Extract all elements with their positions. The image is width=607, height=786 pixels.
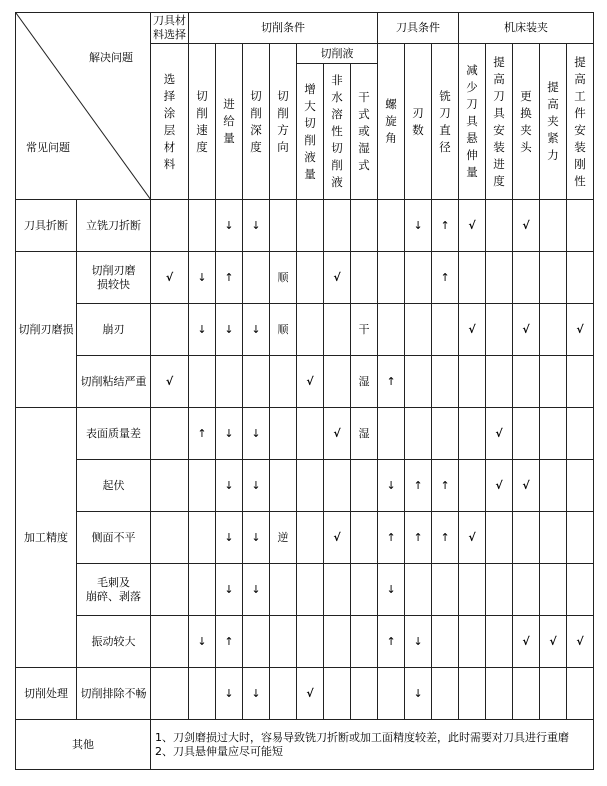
cell-c15: [540, 408, 567, 460]
col-clamping-force: 提高夹紧力: [540, 44, 567, 200]
cell-c3: ↓: [216, 668, 243, 720]
cell-c16: √: [567, 304, 594, 356]
cell-c6: [297, 616, 324, 668]
cell-c9: [378, 252, 405, 304]
cell-c3: ↑: [216, 616, 243, 668]
problem-label: 起伏: [77, 460, 151, 512]
category-other: 其他: [16, 720, 151, 770]
corner-diagonal-line: [16, 13, 151, 200]
cell-c7: [324, 356, 351, 408]
cell-c16: [567, 460, 594, 512]
group-tool-conditions: 刀具条件: [378, 13, 459, 44]
cell-c13: [486, 252, 513, 304]
cell-c14: [513, 356, 540, 408]
cell-c5: [270, 616, 297, 668]
cell-c8: [351, 252, 378, 304]
cell-c1: √: [151, 356, 189, 408]
table-row: [16, 252, 594, 304]
cell-c4: ↓: [243, 668, 270, 720]
cell-c4: ↓: [243, 408, 270, 460]
cell-c5: [270, 200, 297, 252]
cell-c4: ↓: [243, 512, 270, 564]
problem-label: 崩刃: [77, 304, 151, 356]
table-row: [16, 668, 594, 720]
cell-c5: 顺: [270, 304, 297, 356]
cell-c12: [459, 356, 486, 408]
cell-c14: [513, 252, 540, 304]
cell-c7: [324, 668, 351, 720]
group-tool-material: 刀具材料选择: [151, 13, 189, 44]
cell-c10: ↓: [405, 668, 432, 720]
cell-c1: [151, 304, 189, 356]
troubleshooting-table: [15, 12, 594, 770]
cell-c16: [567, 668, 594, 720]
col-feed-rate: 进给量: [216, 44, 243, 200]
cell-c11: [432, 564, 459, 616]
table-row: [16, 408, 594, 460]
cell-c7: [324, 304, 351, 356]
corner-label-problem: 常见问题: [26, 141, 70, 154]
col-tool-install-accuracy: 提高刀具安装进度: [486, 44, 513, 200]
cell-c4: ↓: [243, 304, 270, 356]
cell-c12: [459, 616, 486, 668]
col-cutting-speed: 切削速度: [189, 44, 216, 200]
cell-c11: ↑: [432, 460, 459, 512]
cell-c4: ↓: [243, 200, 270, 252]
cell-c8: [351, 200, 378, 252]
cell-c3: ↓: [216, 512, 243, 564]
table-row: [16, 304, 594, 356]
cell-c10: ↑: [405, 512, 432, 564]
cell-c2: [189, 668, 216, 720]
problem-label: 切削排除不畅: [77, 668, 151, 720]
cell-c1: [151, 200, 189, 252]
cell-c6: [297, 252, 324, 304]
cell-c11: ↑: [432, 200, 459, 252]
col-cutter-diameter: 铣刀直径: [432, 44, 459, 200]
table-row: [16, 356, 594, 408]
cell-c16: √: [567, 616, 594, 668]
cell-c11: [432, 668, 459, 720]
cell-c15: [540, 564, 567, 616]
cell-c5: [270, 564, 297, 616]
cell-c12: √: [459, 200, 486, 252]
cell-c14: [513, 668, 540, 720]
problem-label: 侧面不平: [77, 512, 151, 564]
cell-c6: [297, 512, 324, 564]
col-coating-material: 选择涂层材料: [151, 44, 189, 200]
cell-c2: ↓: [189, 252, 216, 304]
cell-c9: ↑: [378, 356, 405, 408]
cell-c10: [405, 408, 432, 460]
cell-c6: √: [297, 356, 324, 408]
cell-c4: ↓: [243, 460, 270, 512]
cell-c3: ↓: [216, 304, 243, 356]
cell-c14: √: [513, 304, 540, 356]
cell-c7: [324, 564, 351, 616]
cell-c11: ↑: [432, 252, 459, 304]
cell-c15: [540, 668, 567, 720]
cell-c6: [297, 564, 324, 616]
cell-c15: [540, 304, 567, 356]
cell-c5: [270, 668, 297, 720]
cell-c15: [540, 356, 567, 408]
cell-c15: [540, 200, 567, 252]
cell-c7: [324, 460, 351, 512]
cell-c9: [378, 200, 405, 252]
note-line-1: 1、刀剑磨损过大时，容易导致铣刀折断或加工面精度较差，此时需要对刀具进行重磨: [155, 730, 569, 744]
col-replace-chuck: 更换夹头: [513, 44, 540, 200]
cell-c9: ↑: [378, 616, 405, 668]
group-cutting-fluid: 切削液: [297, 44, 378, 64]
cell-c16: [567, 356, 594, 408]
cell-c13: [486, 200, 513, 252]
cell-c2: [189, 200, 216, 252]
cell-c16: [567, 408, 594, 460]
cell-c8: [351, 616, 378, 668]
cell-c13: [486, 512, 513, 564]
cell-c13: [486, 616, 513, 668]
cell-c5: [270, 408, 297, 460]
cell-c6: [297, 200, 324, 252]
cell-c14: [513, 408, 540, 460]
cell-c16: [567, 200, 594, 252]
cell-c10: ↓: [405, 616, 432, 668]
cell-c11: [432, 616, 459, 668]
cell-c15: [540, 252, 567, 304]
table-row: [16, 616, 594, 668]
col-reduce-overhang: 减少刀具悬伸量: [459, 44, 486, 200]
cell-c9: [378, 668, 405, 720]
cell-c7: √: [324, 408, 351, 460]
cell-c13: √: [486, 408, 513, 460]
col-cutting-direction: 切削方向: [270, 44, 297, 200]
problem-label: 立铣刀折断: [77, 200, 151, 252]
problem-label: 表面质量差: [77, 408, 151, 460]
table-row: [16, 564, 594, 616]
table-row: [16, 460, 594, 512]
cell-c7: [324, 616, 351, 668]
cell-c8: [351, 564, 378, 616]
corner-label-solution: 解决问题: [89, 51, 133, 64]
cell-c14: √: [513, 616, 540, 668]
cell-c1: [151, 668, 189, 720]
cell-c3: ↓: [216, 408, 243, 460]
corner-header: [16, 13, 151, 200]
notes-cell: [151, 720, 594, 770]
cell-c1: [151, 616, 189, 668]
cell-c9: [378, 408, 405, 460]
cell-c5: [270, 460, 297, 512]
cell-c2: ↑: [189, 408, 216, 460]
cell-c9: [378, 304, 405, 356]
cell-c8: [351, 512, 378, 564]
cell-c15: [540, 512, 567, 564]
cell-c3: ↓: [216, 200, 243, 252]
cell-c11: [432, 304, 459, 356]
cell-c13: [486, 304, 513, 356]
cell-c6: [297, 460, 324, 512]
problem-label: 振动较大: [77, 616, 151, 668]
cell-c10: [405, 564, 432, 616]
cell-c13: [486, 564, 513, 616]
cell-c12: [459, 252, 486, 304]
cell-c1: [151, 512, 189, 564]
cell-c8: [351, 460, 378, 512]
cell-c7: √: [324, 512, 351, 564]
cell-c16: [567, 564, 594, 616]
cell-c2: [189, 460, 216, 512]
cell-c5: [270, 356, 297, 408]
table-row: [16, 200, 594, 252]
cell-c4: [243, 356, 270, 408]
cell-c13: [486, 668, 513, 720]
cell-c7: √: [324, 252, 351, 304]
cell-c2: [189, 512, 216, 564]
cell-c14: [513, 564, 540, 616]
cell-c12: √: [459, 512, 486, 564]
cell-c1: [151, 564, 189, 616]
cell-c1: [151, 460, 189, 512]
col-cutting-depth: 切削深度: [243, 44, 270, 200]
cell-c9: ↓: [378, 564, 405, 616]
cell-c8: 干: [351, 304, 378, 356]
cell-c5: 顺: [270, 252, 297, 304]
category-tool-break: 刀具折断: [16, 200, 77, 252]
col-increase-fluid: 增大切削液量: [297, 64, 324, 200]
cell-c13: [486, 356, 513, 408]
cell-c1: √: [151, 252, 189, 304]
cell-c2: [189, 356, 216, 408]
cell-c12: [459, 408, 486, 460]
cell-c11: [432, 356, 459, 408]
cell-c8: [351, 668, 378, 720]
category-wear: 切削刃磨损: [16, 252, 77, 408]
cell-c8: 湿: [351, 356, 378, 408]
cell-c4: ↓: [243, 564, 270, 616]
cell-c8: 湿: [351, 408, 378, 460]
cell-c10: [405, 304, 432, 356]
group-cutting-conditions: 切削条件: [189, 13, 378, 44]
col-dry-wet: 干式或湿式: [351, 64, 378, 200]
table-row: [16, 512, 594, 564]
category-chip: 切削处理: [16, 668, 77, 720]
cell-c14: √: [513, 200, 540, 252]
group-machine-clamping: 机床装夹: [459, 13, 594, 44]
cell-c9: ↓: [378, 460, 405, 512]
cell-c12: [459, 564, 486, 616]
cell-c3: ↑: [216, 252, 243, 304]
cell-c3: ↓: [216, 460, 243, 512]
category-precision: 加工精度: [16, 408, 77, 668]
cell-c14: [513, 512, 540, 564]
problem-label: 毛刺及 崩碎、剥落: [77, 564, 151, 616]
cell-c16: [567, 512, 594, 564]
col-workpiece-rigidity: 提高工件安装刚性: [567, 44, 594, 200]
cell-c6: [297, 304, 324, 356]
cell-c10: [405, 252, 432, 304]
cell-c2: ↓: [189, 304, 216, 356]
cell-c6: [297, 408, 324, 460]
cell-c16: [567, 252, 594, 304]
problem-label: 切削刃磨 损较快: [77, 252, 151, 304]
notes-row: [16, 720, 594, 770]
cell-c7: [324, 200, 351, 252]
col-flute-count: 刃数: [405, 44, 432, 200]
cell-c10: ↓: [405, 200, 432, 252]
cell-c14: √: [513, 460, 540, 512]
cell-c4: [243, 616, 270, 668]
cell-c15: √: [540, 616, 567, 668]
cell-c3: ↓: [216, 564, 243, 616]
cell-c12: √: [459, 304, 486, 356]
cell-c4: [243, 252, 270, 304]
cell-c15: [540, 460, 567, 512]
cell-c13: √: [486, 460, 513, 512]
cell-c1: [151, 408, 189, 460]
cell-c3: [216, 356, 243, 408]
cell-c12: [459, 668, 486, 720]
cell-c10: [405, 356, 432, 408]
cell-c2: ↓: [189, 616, 216, 668]
cell-c11: [432, 408, 459, 460]
cell-c10: ↑: [405, 460, 432, 512]
col-non-water-fluid: 非水溶性切削液: [324, 64, 351, 200]
cell-c11: ↑: [432, 512, 459, 564]
cell-c9: ↑: [378, 512, 405, 564]
cell-c5: 逆: [270, 512, 297, 564]
cell-c6: √: [297, 668, 324, 720]
cell-c12: [459, 460, 486, 512]
note-line-2: 2、刀具悬伸量应尽可能短: [155, 744, 283, 758]
problem-label: 切削粘结严重: [77, 356, 151, 408]
cell-c2: [189, 564, 216, 616]
col-helix-angle: 螺旋角: [378, 44, 405, 200]
